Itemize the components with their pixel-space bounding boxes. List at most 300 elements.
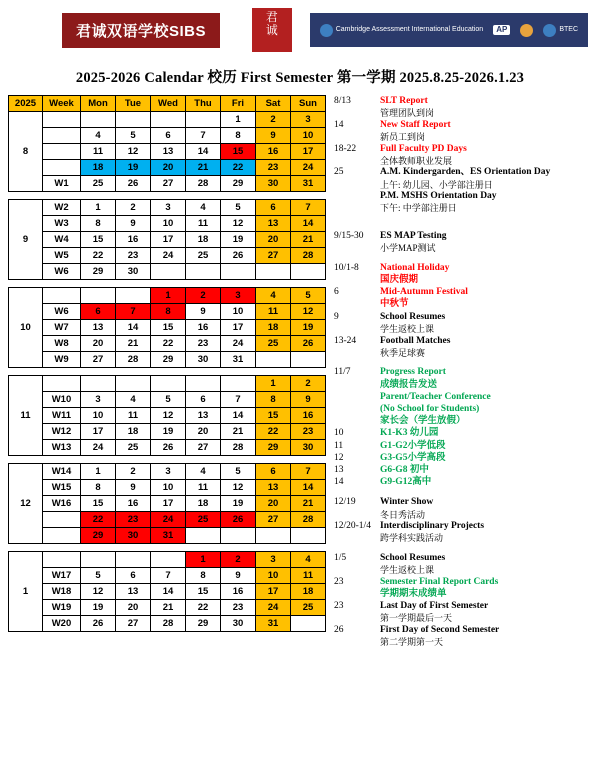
calendar-day-cell: 27 <box>256 512 291 528</box>
accreditation-btec-label: BTEC <box>559 26 578 34</box>
calendar-day-cell: 16 <box>221 584 256 600</box>
calendar-week-row <box>9 232 326 248</box>
calendar-month-label: 11 <box>9 376 43 456</box>
calendar-day-cell: 25 <box>291 600 326 616</box>
calendar-empty-cell <box>291 352 326 368</box>
calendar-day-cell: 2 <box>291 376 326 392</box>
note-date: 10/1-8 <box>334 262 359 273</box>
calendar-day-cell: 12 <box>151 408 186 424</box>
accreditation-bar <box>310 13 588 47</box>
note-body <box>380 476 431 488</box>
calendar-day-cell: 30 <box>221 616 256 632</box>
note-item <box>334 366 592 427</box>
calendar-day-cell: 12 <box>291 304 326 320</box>
calendar-day-cell: 1 <box>151 288 186 304</box>
note-line: K1-K3 幼儿园 <box>380 428 439 439</box>
calendar-header-thu: Thu <box>186 96 221 112</box>
calendar-day-cell: 13 <box>186 408 221 424</box>
calendar-day-cell: 8 <box>81 216 116 232</box>
calendar-empty-cell <box>116 112 151 128</box>
calendar-day-cell: 22 <box>151 336 186 352</box>
note-date: 11 <box>334 440 344 451</box>
calendar-day-cell: 22 <box>256 424 291 440</box>
calendar-day-cell: 8 <box>221 128 256 144</box>
calendar-day-cell: 11 <box>291 568 326 584</box>
calendar-day-cell: 22 <box>81 248 116 264</box>
note-line: ES MAP Testing <box>380 231 447 242</box>
calendar-month-9 <box>8 199 326 280</box>
calendar-empty-cell <box>116 552 151 568</box>
calendar-week-row <box>9 320 326 336</box>
calendar-column <box>8 95 328 648</box>
note-body <box>380 440 445 452</box>
page-header <box>0 0 600 56</box>
note-item <box>334 496 592 520</box>
calendar-empty-cell <box>81 112 116 128</box>
calendar-day-cell: 24 <box>81 440 116 456</box>
calendar-day-cell: 15 <box>151 320 186 336</box>
calendar-week-row <box>9 584 326 600</box>
note-item <box>334 624 592 648</box>
calendar-month-12 <box>8 463 326 544</box>
calendar-day-cell: 4 <box>256 288 291 304</box>
note-line: 学生返校上课 <box>380 323 435 334</box>
calendar-day-cell: 26 <box>221 248 256 264</box>
calendar-day-cell: 26 <box>81 616 116 632</box>
note-body <box>380 600 488 624</box>
calendar-day-cell: 3 <box>81 392 116 408</box>
note-date: 13 <box>334 464 344 475</box>
calendar-empty-cell <box>151 264 186 280</box>
calendar-empty-cell <box>151 376 186 392</box>
calendar-day-cell: 23 <box>116 248 151 264</box>
calendar-day-cell: 5 <box>291 288 326 304</box>
calendar-week-row <box>9 336 326 352</box>
calendar-empty-cell <box>81 376 116 392</box>
calendar-day-cell: 2 <box>116 464 151 480</box>
calendar-empty-cell <box>221 528 256 544</box>
calendar-day-cell: 6 <box>256 200 291 216</box>
calendar-day-cell: 18 <box>291 584 326 600</box>
calendar-week-row <box>9 440 326 456</box>
note-line: Mid-Autumn Festival <box>380 287 468 298</box>
note-item <box>334 95 592 119</box>
calendar-day-cell: 1 <box>81 464 116 480</box>
page-title: 2025-2026 Calendar 校历 First Semester 第一学期 2025.8.25-2026.1.23 <box>75 70 525 86</box>
calendar-empty-cell <box>256 528 291 544</box>
note-item <box>334 286 592 310</box>
note-body <box>380 166 550 214</box>
note-line: 第一学期最后一天 <box>380 613 453 624</box>
calendar-day-cell: 18 <box>186 232 221 248</box>
calendar-day-cell: 20 <box>186 424 221 440</box>
calendar-day-cell: 28 <box>221 440 256 456</box>
calendar-day-cell: 13 <box>81 320 116 336</box>
note-date: 9 <box>334 311 339 322</box>
calendar-day-cell: 20 <box>151 160 186 176</box>
calendar-day-cell: 16 <box>116 232 151 248</box>
calendar-day-cell: 29 <box>151 352 186 368</box>
calendar-day-cell: 11 <box>256 304 291 320</box>
calendar-day-cell: 2 <box>256 112 291 128</box>
note-item <box>334 335 592 359</box>
calendar-day-cell: 17 <box>81 424 116 440</box>
calendar-week-label: W13 <box>43 440 81 456</box>
note-body <box>380 366 491 427</box>
calendar-day-cell: 23 <box>291 424 326 440</box>
calendar-empty-cell <box>43 288 81 304</box>
calendar-day-cell: 19 <box>116 160 151 176</box>
calendar-empty-cell <box>116 288 151 304</box>
note-line: (No School for Students) <box>380 403 480 414</box>
calendar-header-mon: Mon <box>81 96 116 112</box>
calendar-day-cell: 7 <box>291 464 326 480</box>
calendar-day-cell: 14 <box>151 584 186 600</box>
note-item <box>334 440 592 452</box>
note-line: 成绩报告发送 <box>380 379 438 390</box>
calendar-day-cell: 21 <box>291 232 326 248</box>
calendar-empty-cell <box>43 528 81 544</box>
calendar-day-cell: 28 <box>116 352 151 368</box>
note-line: G3-G5小学高段 <box>380 452 446 463</box>
note-item <box>334 311 592 335</box>
wasc-seal-icon <box>520 24 533 37</box>
calendar-day-cell: 20 <box>256 496 291 512</box>
accreditation-cambridge <box>320 24 483 37</box>
calendar-week-label: W19 <box>43 600 81 616</box>
calendar-day-cell: 8 <box>256 392 291 408</box>
note-line: Parent/Teacher Conference <box>380 391 491 402</box>
calendar-day-cell: 9 <box>256 128 291 144</box>
note-line: School Resumes <box>380 311 446 322</box>
calendar-day-cell: 19 <box>151 424 186 440</box>
note-line: Progress Report <box>380 367 446 378</box>
calendar-day-cell: 10 <box>256 568 291 584</box>
note-item <box>334 166 592 214</box>
note-line: Last Day of First Semester <box>380 601 489 612</box>
calendar-day-cell: 24 <box>256 600 291 616</box>
calendar-day-cell: 22 <box>221 160 256 176</box>
calendar-month-label: 12 <box>9 464 43 544</box>
note-body <box>380 452 445 464</box>
calendar-week-row <box>9 600 326 616</box>
calendar-day-cell: 22 <box>186 600 221 616</box>
note-date: 10 <box>334 428 344 439</box>
note-date: 12/20-1/4 <box>334 521 371 532</box>
calendar-week-label: W11 <box>43 408 81 424</box>
calendar-empty-cell <box>43 128 81 144</box>
calendar-week-label: W1 <box>43 176 81 192</box>
calendar-week-label: W10 <box>43 392 81 408</box>
calendar-day-cell: 31 <box>256 616 291 632</box>
calendar-day-cell: 14 <box>291 216 326 232</box>
calendar-day-cell: 19 <box>81 600 116 616</box>
calendar-day-cell: 5 <box>221 464 256 480</box>
calendar-week-row <box>9 304 326 320</box>
calendar-day-cell: 2 <box>116 200 151 216</box>
note-body <box>380 552 445 576</box>
note-body <box>380 262 449 286</box>
calendar-week-row <box>9 288 326 304</box>
calendar-day-cell: 6 <box>151 128 186 144</box>
calendar-week-row <box>9 176 326 192</box>
calendar-day-cell: 14 <box>221 408 256 424</box>
note-spacer <box>334 254 592 262</box>
note-line: Winter Show <box>380 497 434 508</box>
calendar-week-row <box>9 424 326 440</box>
calendar-day-cell: 17 <box>221 320 256 336</box>
note-date: 23 <box>334 576 344 587</box>
calendar-month-label: 9 <box>9 200 43 280</box>
calendar-week-label: W3 <box>43 216 81 232</box>
note-body <box>380 520 484 544</box>
calendar-day-cell: 7 <box>151 568 186 584</box>
calendar-day-cell: 26 <box>291 336 326 352</box>
calendar-day-cell: 12 <box>81 584 116 600</box>
calendar-header-sun: Sun <box>291 96 326 112</box>
calendar-day-cell: 16 <box>186 320 221 336</box>
calendar-month-label: 10 <box>9 288 43 368</box>
calendar-day-cell: 29 <box>221 176 256 192</box>
calendar-week-label: W7 <box>43 320 81 336</box>
calendar-day-cell: 7 <box>116 304 151 320</box>
accreditation-cambridge-label: Cambridge Assessment International Education <box>335 26 484 34</box>
note-line: 学生返校上课 <box>380 565 435 576</box>
calendar-day-cell: 7 <box>291 200 326 216</box>
calendar-week-label: W20 <box>43 616 81 632</box>
note-line: 学期期末成绩单 <box>380 588 447 599</box>
calendar-day-cell: 29 <box>81 528 116 544</box>
note-body <box>380 311 445 335</box>
calendar-week-row <box>9 408 326 424</box>
calendar-day-cell: 13 <box>256 216 291 232</box>
calendar-empty-cell <box>221 376 256 392</box>
calendar-day-cell: 14 <box>186 144 221 160</box>
calendar-day-cell: 3 <box>256 552 291 568</box>
calendar-day-cell: 9 <box>186 304 221 320</box>
calendar-week-row <box>9 552 326 568</box>
note-item <box>334 427 592 439</box>
note-line: Full Faculty PD Days <box>380 143 467 154</box>
note-line: 家长会（学生放假） <box>380 416 466 427</box>
calendar-week-label: W15 <box>43 480 81 496</box>
calendar-day-cell: 1 <box>186 552 221 568</box>
note-date: 12 <box>334 452 344 463</box>
calendar-day-cell: 5 <box>221 200 256 216</box>
calendar-day-cell: 15 <box>256 408 291 424</box>
calendar-week-row <box>9 144 326 160</box>
calendar-day-cell: 27 <box>256 248 291 264</box>
cambridge-shield-icon <box>320 24 333 37</box>
calendar-header-fri: Fri <box>221 96 256 112</box>
note-body <box>380 624 499 648</box>
calendar-day-cell: 27 <box>116 616 151 632</box>
calendar-day-cell: 1 <box>81 200 116 216</box>
calendar-week-row <box>9 616 326 632</box>
ap-badge-icon: AP <box>493 25 510 36</box>
accreditation-wasc <box>520 24 533 37</box>
calendar-header-tue: Tue <box>116 96 151 112</box>
calendar-day-cell: 16 <box>291 408 326 424</box>
calendar-day-cell: 5 <box>151 392 186 408</box>
note-item <box>334 476 592 488</box>
note-body <box>380 464 429 476</box>
calendar-day-cell: 21 <box>291 496 326 512</box>
accreditation-btec <box>543 24 578 37</box>
calendar-day-cell: 28 <box>186 176 221 192</box>
note-body <box>380 230 447 254</box>
calendar-empty-cell <box>43 376 81 392</box>
calendar-day-cell: 24 <box>291 160 326 176</box>
note-line: 跨学科实践活动 <box>380 533 444 544</box>
calendar-day-cell: 21 <box>116 336 151 352</box>
calendar-day-cell: 25 <box>256 336 291 352</box>
calendar-week-row <box>9 376 326 392</box>
calendar-day-cell: 20 <box>81 336 116 352</box>
note-item <box>334 143 592 167</box>
calendar-header-wed: Wed <box>151 96 186 112</box>
calendar-day-cell: 13 <box>151 144 186 160</box>
main-content <box>0 95 600 648</box>
calendar-week-row <box>9 480 326 496</box>
calendar-day-cell: 29 <box>81 264 116 280</box>
note-line: 秋季足球赛 <box>380 347 426 358</box>
note-spacer <box>334 358 592 366</box>
calendar-month-label: 1 <box>9 552 43 632</box>
calendar-day-cell: 23 <box>256 160 291 176</box>
accreditation-ap <box>493 25 510 36</box>
calendar-week-label: W18 <box>43 584 81 600</box>
calendar-week-label: W4 <box>43 232 81 248</box>
calendar-day-cell: 19 <box>291 320 326 336</box>
calendar-day-cell: 11 <box>186 216 221 232</box>
note-line: New Staff Report <box>380 119 451 130</box>
calendar-day-cell: 18 <box>186 496 221 512</box>
calendar-day-cell: 6 <box>116 568 151 584</box>
calendar-day-cell: 17 <box>151 232 186 248</box>
note-date: 6 <box>334 287 339 298</box>
calendar-empty-cell <box>186 264 221 280</box>
calendar-day-cell: 6 <box>81 304 116 320</box>
calendar-week-label: W12 <box>43 424 81 440</box>
note-item <box>334 262 592 286</box>
calendar-day-cell: 15 <box>221 144 256 160</box>
calendar-empty-cell <box>43 512 81 528</box>
calendar-day-cell: 11 <box>116 408 151 424</box>
calendar-empty-cell <box>43 160 81 176</box>
note-line: Semester Final Report Cards <box>380 576 499 587</box>
note-item <box>334 464 592 476</box>
note-body <box>380 576 498 600</box>
calendar-empty-cell <box>81 552 116 568</box>
note-item <box>334 452 592 464</box>
calendar-week-label: W14 <box>43 464 81 480</box>
calendar-empty-cell <box>43 112 81 128</box>
note-date: 8/13 <box>334 96 351 106</box>
calendar-day-cell: 1 <box>256 376 291 392</box>
calendar-day-cell: 12 <box>221 480 256 496</box>
note-body <box>380 335 450 359</box>
calendar-day-cell: 27 <box>81 352 116 368</box>
calendar-day-cell: 31 <box>291 176 326 192</box>
note-line: 新员工到岗 <box>380 132 426 143</box>
calendar-week-row <box>9 352 326 368</box>
calendar-day-cell: 3 <box>151 200 186 216</box>
calendar-week-row <box>9 128 326 144</box>
note-spacer <box>334 214 592 230</box>
calendar-day-cell: 28 <box>151 616 186 632</box>
note-line: G9-G12高中 <box>380 477 432 488</box>
note-item <box>334 230 592 254</box>
calendar-day-cell: 10 <box>81 408 116 424</box>
note-item <box>334 520 592 544</box>
calendar-day-cell: 21 <box>151 600 186 616</box>
calendar-day-cell: 26 <box>151 440 186 456</box>
note-date: 12/19 <box>334 497 356 508</box>
calendar-day-cell: 3 <box>221 288 256 304</box>
calendar-empty-cell <box>291 528 326 544</box>
note-line: 下午: 中学部注册日 <box>380 203 457 214</box>
calendar-day-cell: 31 <box>151 528 186 544</box>
calendar-day-cell: 24 <box>151 248 186 264</box>
note-date: 14 <box>334 477 344 488</box>
calendar-empty-cell <box>151 552 186 568</box>
calendar-week-row <box>9 392 326 408</box>
calendar-day-cell: 31 <box>221 352 256 368</box>
calendar-week-label: W6 <box>43 304 81 320</box>
calendar-day-cell: 4 <box>186 200 221 216</box>
calendar-day-cell: 30 <box>186 352 221 368</box>
calendar-month-10 <box>8 287 326 368</box>
calendar-day-cell: 6 <box>256 464 291 480</box>
calendar-day-cell: 30 <box>291 440 326 456</box>
calendar-day-cell: 23 <box>221 600 256 616</box>
note-date: 25 <box>334 167 344 178</box>
calendar-day-cell: 4 <box>186 464 221 480</box>
calendar-month-label: 8 <box>9 112 43 192</box>
note-body <box>380 143 467 167</box>
note-line: National Holiday <box>380 262 450 273</box>
note-date: 26 <box>334 625 344 635</box>
calendar-day-cell: 8 <box>186 568 221 584</box>
calendar-day-cell: 13 <box>256 480 291 496</box>
calendar-day-cell: 25 <box>116 440 151 456</box>
calendar-day-cell: 18 <box>81 160 116 176</box>
calendar-empty-cell <box>186 528 221 544</box>
notes-column <box>328 95 592 648</box>
calendar-week-label: W6 <box>43 264 81 280</box>
note-date: 13-24 <box>334 335 357 346</box>
calendar-week-row <box>9 160 326 176</box>
calendar-day-cell: 30 <box>116 264 151 280</box>
note-date: 14 <box>334 119 344 130</box>
calendar-header-row <box>9 96 326 112</box>
note-line: 国庆假期 <box>380 275 419 286</box>
calendar-day-cell: 20 <box>116 600 151 616</box>
calendar-day-cell: 8 <box>151 304 186 320</box>
calendar-day-cell: 29 <box>256 440 291 456</box>
calendar-day-cell: 9 <box>116 480 151 496</box>
calendar-day-cell: 13 <box>116 584 151 600</box>
calendar-day-cell: 19 <box>221 496 256 512</box>
note-line: G6-G8 初中 <box>380 464 429 475</box>
calendar-day-cell: 3 <box>291 112 326 128</box>
note-line: G1-G2小学低段 <box>380 440 446 451</box>
calendar-week-label: W8 <box>43 336 81 352</box>
calendar-day-cell: 22 <box>81 512 116 528</box>
calendar-day-cell: 10 <box>291 128 326 144</box>
calendar-day-cell: 14 <box>291 480 326 496</box>
